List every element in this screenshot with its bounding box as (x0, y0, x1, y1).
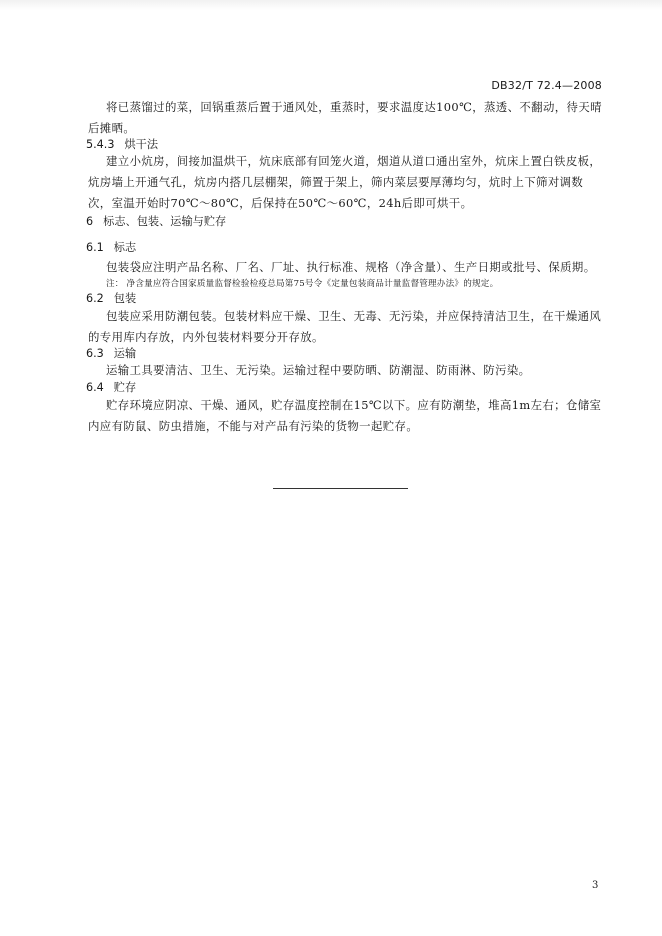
section-6-1-text: 包装袋应注明产品名称、厂名、厂址、执行标准、规格（净含量）、生产日期或批号、保质期。 (106, 260, 596, 274)
section-title: 运输 (113, 347, 137, 360)
section-6-4-heading (86, 380, 136, 396)
section-title: 包装 (113, 292, 137, 305)
section-number: 6.3 (86, 347, 104, 360)
section-6-2-heading (86, 291, 136, 307)
section-title: 标志、包装、运输与贮存 (103, 215, 227, 228)
section-6-2-text: 包装应采用防潮包装。包装材料应干燥、卫生、无毒、无污染，并应保持清洁卫生，在干燥通风的专用库内存放，内外包装材料要分开存放。 (88, 309, 602, 344)
page-top-edge (0, 0, 662, 10)
section-number: 6 (86, 215, 94, 228)
section-title: 烘干法 (124, 138, 159, 151)
section-6-4-text: 贮存环境应阴凉、干燥、通风，贮存温度控制在15℃以下。应有防潮垫，堆高1m左右；仓储室内应有防鼠、防虫措施，不能与对产品有污染的货物一起贮存。 (88, 398, 602, 433)
intro-paragraph: 将已蒸馏过的菜，回锅重蒸后置于通风处，重蒸时，要求温度达100℃，蒸透、不翻动，待天晴后摊晒。 (88, 100, 602, 135)
section-6-1-note: 注： 净含量应符合国家质量监督检验检疫总局第75号令《定量包装商品计量监督管理办法》的规定。 (106, 279, 499, 289)
section-number: 6.2 (86, 292, 104, 305)
end-rule (273, 488, 408, 489)
section-6-heading (86, 214, 226, 230)
section-6-3-text: 运输工具要清洁、卫生、无污染。运输过程中要防晒、防潮湿、防雨淋、防污染。 (106, 363, 531, 377)
section-number: 5.4.3 (86, 138, 115, 151)
section-6-1-heading (86, 240, 136, 256)
section-title: 贮存 (113, 381, 137, 394)
section-5-4-3-text: 建立小炕房，间接加温烘干，炕床底部有回笼火道，烟道从道口通出室外，炕床上置白铁皮板，炕房墙上开通气孔，炕房内搭几层棚架，筛置于架上，筛内菜层要厚薄均匀，炕时上下筛对调数次，室温开始时70℃～80℃，后保持在50℃～60℃，24h后即可烘干。 (88, 154, 602, 210)
document-code: DB32/T 72.4—2008 (491, 79, 602, 92)
page-number: 3 (592, 880, 599, 891)
section-title: 标志 (113, 241, 137, 254)
section-number: 6.1 (86, 241, 104, 254)
section-number: 6.4 (86, 381, 104, 394)
